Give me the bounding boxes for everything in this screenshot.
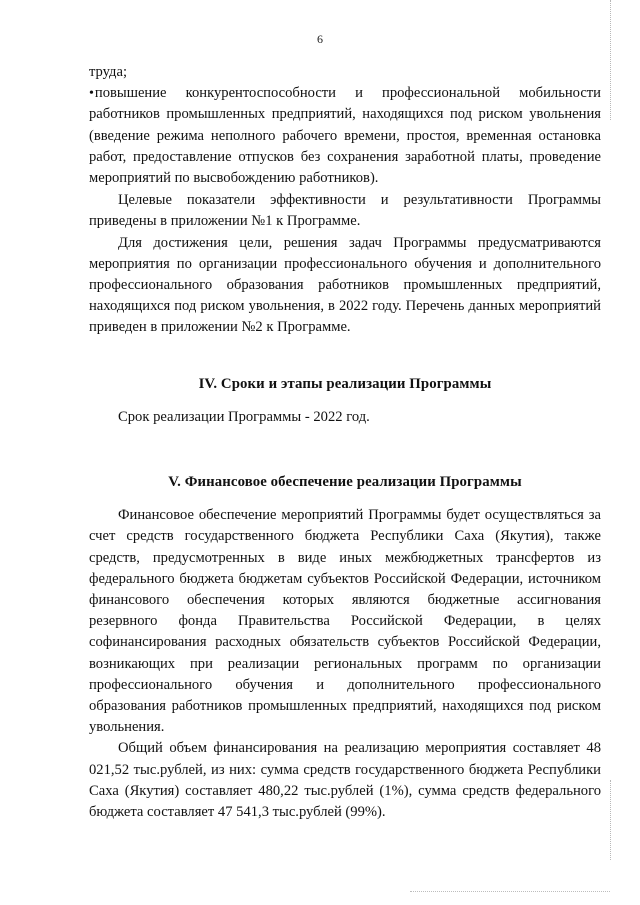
paragraph-indicators: Целевые показатели эффективности и результативности Программы приведены в приложении №1 к Программе.	[89, 192, 601, 230]
bullet-item-text: повышение конкурентоспособности и профессиональной мобильности работников промышленных предприятий, находящихся под риском увольнения (введение режима неполного рабочего времени, простоя, временная остановка работ, предоставление отпусков без сохранения заработной платы, проведение мероприятий по высвобождению работников).	[89, 85, 601, 187]
document-body	[89, 62, 601, 823]
paragraph-financing-amounts: Общий объем финансирования на реализацию мероприятия составляет 48 021,52 тыс.рублей, из них: сумма средств государственного бюджета Республики Саха (Якутия) составляет 480,22 тыс.рублей (1%), сумма средств федерального бюджета составляет 47 541,3 тыс.рублей (99%).	[89, 740, 601, 821]
bullet-item	[89, 83, 601, 189]
section-heading-terms: IV. Сроки и этапы реализации Программы	[198, 375, 492, 392]
paragraph-measures: Для достижения цели, решения задач Программы предусматриваются мероприятия по организации профессионального обучения и дополнительного профессионального образования работников промышленных предприятий, находящихся под риском увольнения, в 2022 году. Перечень данных мероприятий приведен в приложении №2 к Программе.	[89, 234, 601, 336]
scan-edge-mark	[610, 0, 612, 120]
scan-bottom-mark	[410, 891, 610, 893]
paragraph-continuation: труда;	[89, 64, 127, 80]
page-number: 6	[317, 32, 323, 46]
paragraph-financing-sources: Финансовое обеспечение мероприятий Программы будет осуществляться за счет средств государственного бюджета Республики Саха (Якутия), также средств, предусмотренных в виде иных межбюджетных трансфертов из федерального бюджета бюджетам субъектов Российской Федерации, источником финансового обеспечения которых являются бюджетные ассигнования резервного фонда Правительства Российской Федерации, в целях софинансирования расходных обязательств субъектов Российской Федерации, возникающих при реализации региональных программ по организации профессионального обучения и дополнительного профессионального образования работников промышленных предприятий, находящихся под риском увольнения.	[89, 507, 601, 736]
paragraph-terms: Срок реализации Программы - 2022 год.	[118, 408, 370, 425]
bullet-icon: •	[89, 86, 94, 102]
section-heading-financing: V. Финансовое обеспечение реализации Программы	[168, 474, 522, 491]
scan-edge-mark	[610, 780, 612, 860]
